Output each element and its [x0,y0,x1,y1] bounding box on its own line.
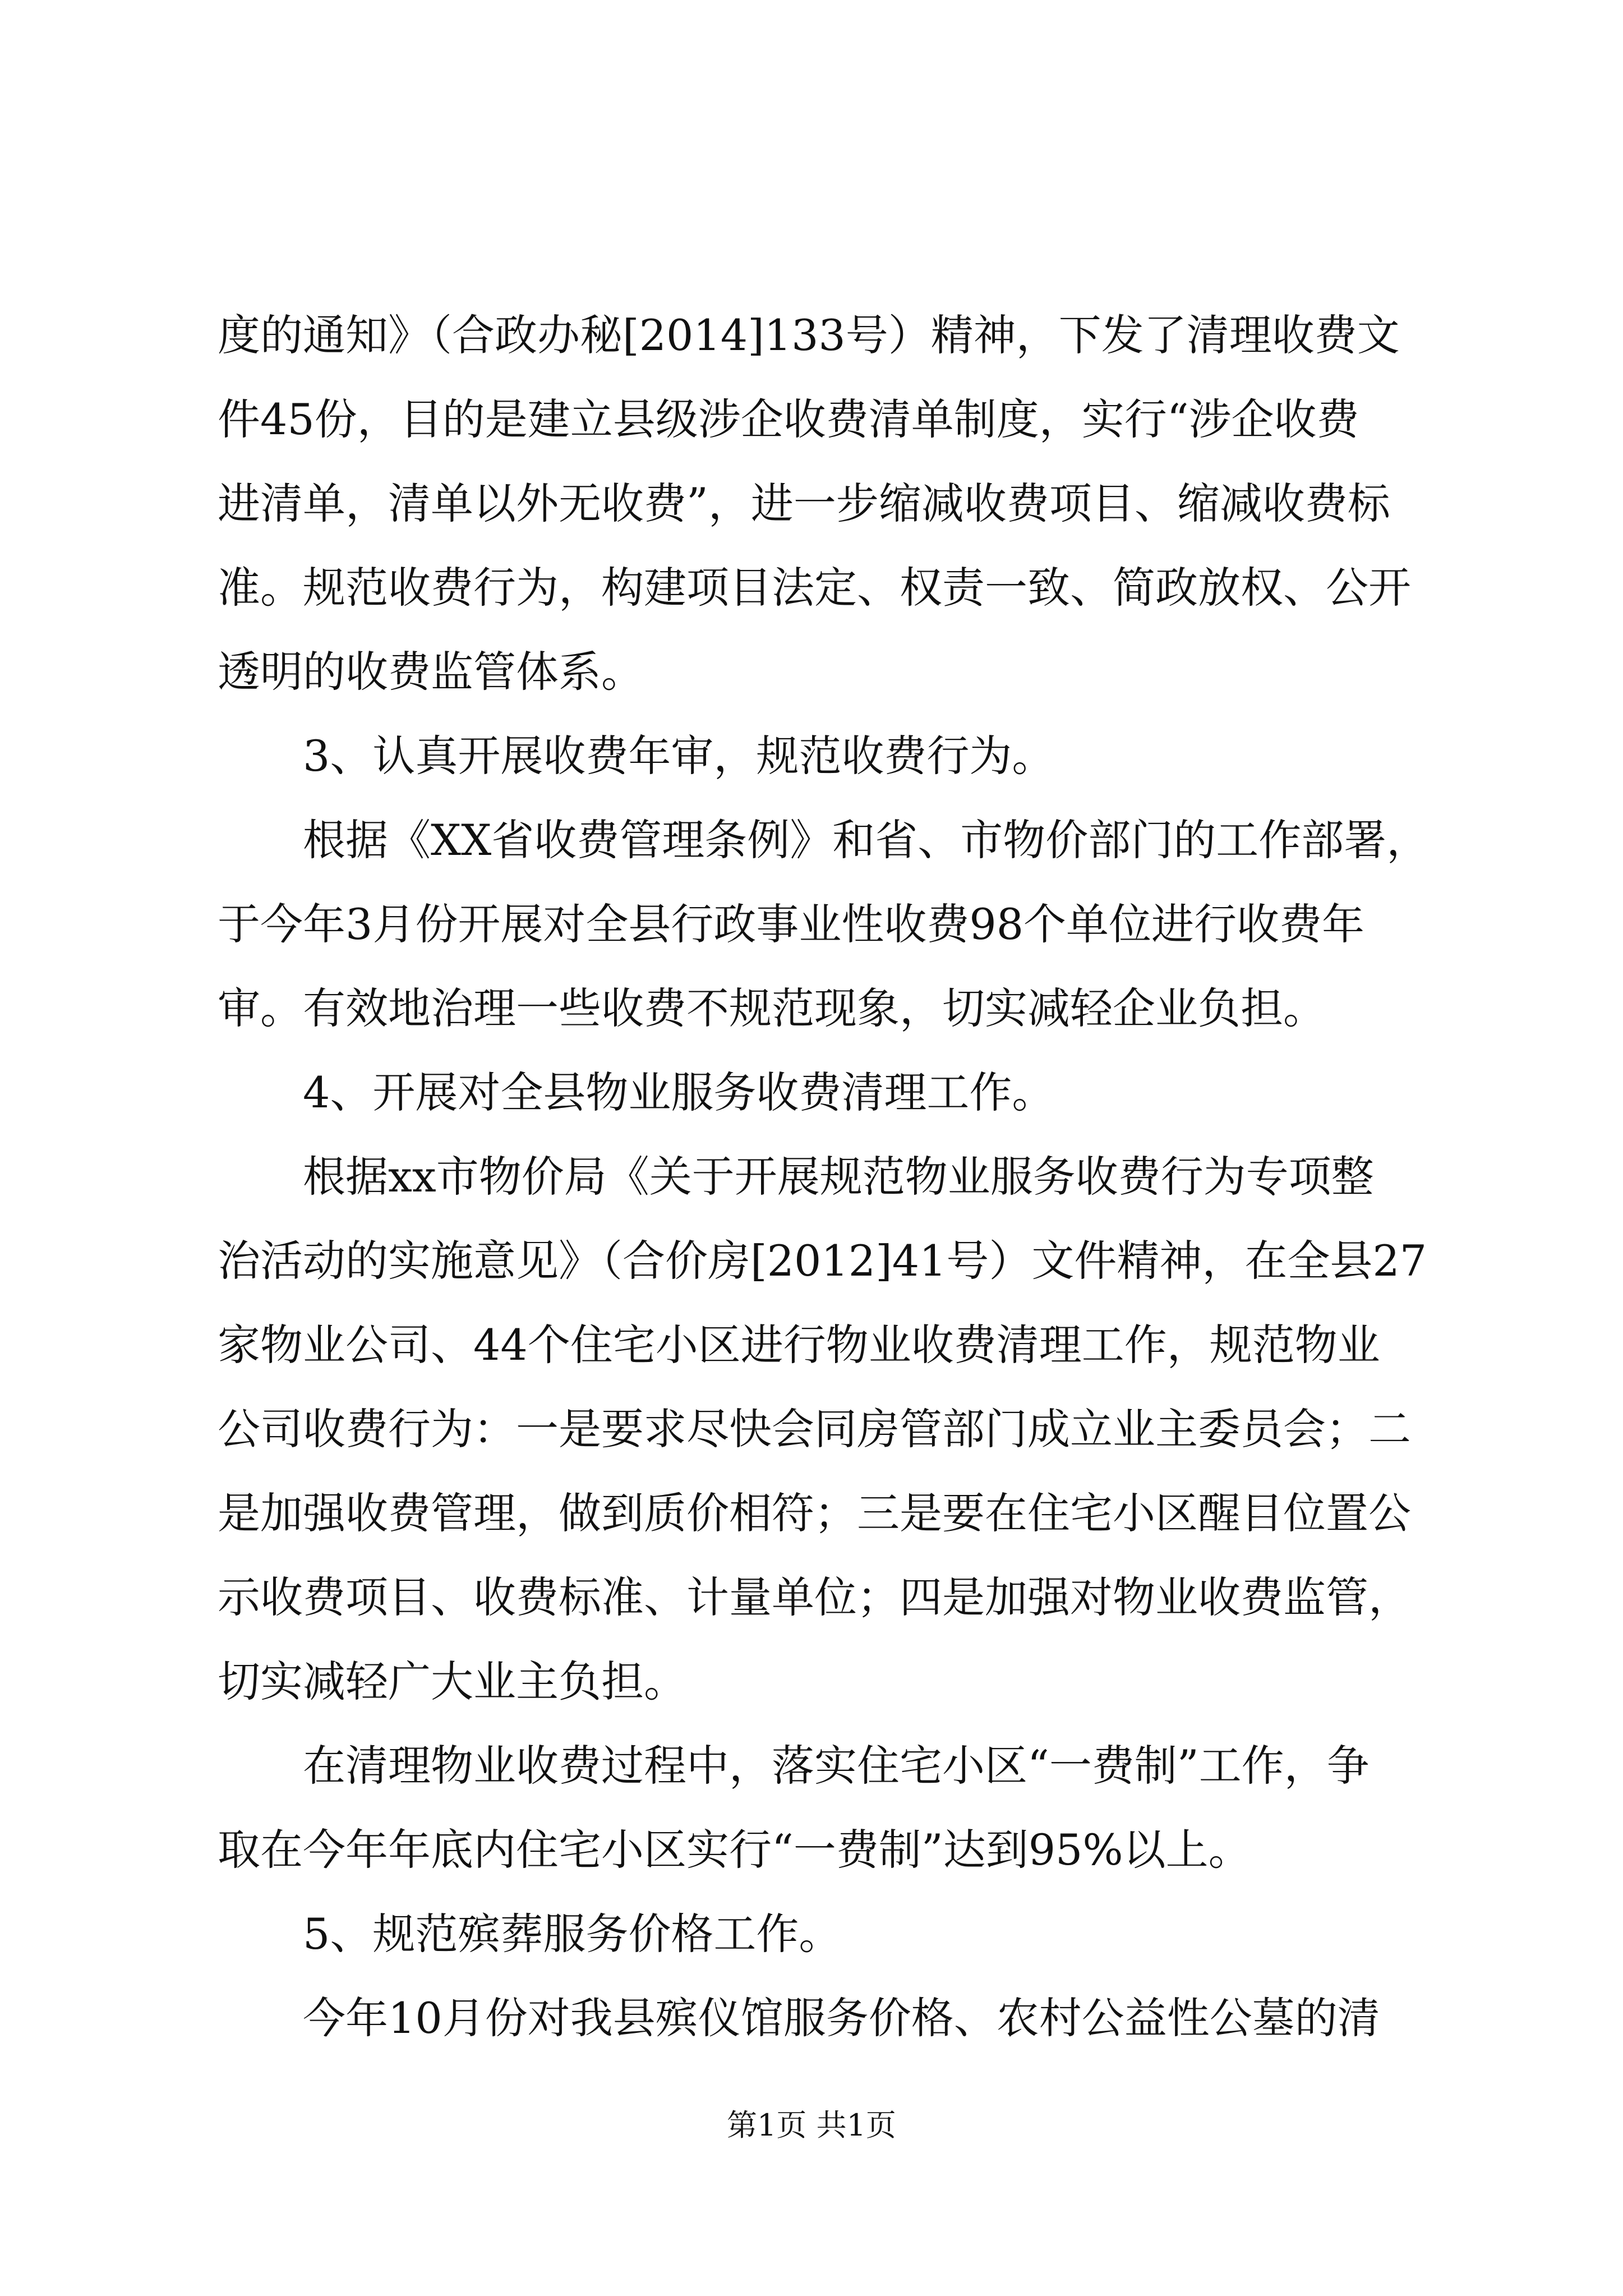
text-line: 家物业公司、44个住宅小区进行物业收费清理工作，规范物业 [218,1320,1380,1370]
section-heading: 3、认真开展收费年审，规范收费行为。 [303,731,1055,781]
text-line: 取在今年年底内住宅小区实行“一费制”达到95%以上。 [218,1825,1251,1875]
text-line: 准。规范收费行为，构建项目法定、权责一致、简政放权、公开 [218,563,1411,613]
text-line: 今年10月份对我县殡仪馆服务价格、农村公益性公墓的清 [303,1993,1380,2043]
section-heading: 5、规范殡葬服务价格工作。 [303,1909,842,1959]
page-number: 第1页 共1页 [727,2108,896,2143]
text-line: 透明的收费监管体系。 [218,647,644,697]
text-line: 于今年3月份开展对全县行政事业性收费98个单位进行收费年 [218,899,1365,949]
section-heading: 4、开展对全县物业服务收费清理工作。 [303,1068,1055,1117]
text-line: 是加强收费管理，做到质价相符；三是要在住宅小区醒目位置公 [218,1488,1411,1538]
text-line: 治活动的实施意见》（合价房[2012]41号）文件精神，在全县27 [218,1236,1427,1286]
text-line: 示收费项目、收费标准、计量单位；四是加强对物业收费监管， [218,1572,1411,1622]
text-line: 审。有效地治理一些收费不规范现象，切实减轻企业负担。 [218,983,1326,1033]
text-line: 切实减轻广大业主负担。 [218,1657,686,1706]
text-line: 根据《XX省收费管理条例》和省、市物价部门的工作部署， [303,815,1430,865]
text-line: 在清理物业收费过程中，落实住宅小区“一费制”工作，争 [303,1741,1370,1791]
text-line: 公司收费行为：一是要求尽快会同房管部门成立业主委员会；二 [218,1404,1411,1454]
text-line: 件45份，目的是建立县级涉企收费清单制度，实行“涉企收费 [218,394,1359,444]
text-line: 度的通知》（合政办秘[2014]133号）精神，下发了清理收费文 [218,310,1400,360]
text-line: 进清单，清单以外无收费”，进一步缩减收费项目、缩减收费标 [218,478,1390,528]
text-line: 根据xx市物价局《关于开展规范物业服务收费行为专项整 [303,1152,1374,1202]
